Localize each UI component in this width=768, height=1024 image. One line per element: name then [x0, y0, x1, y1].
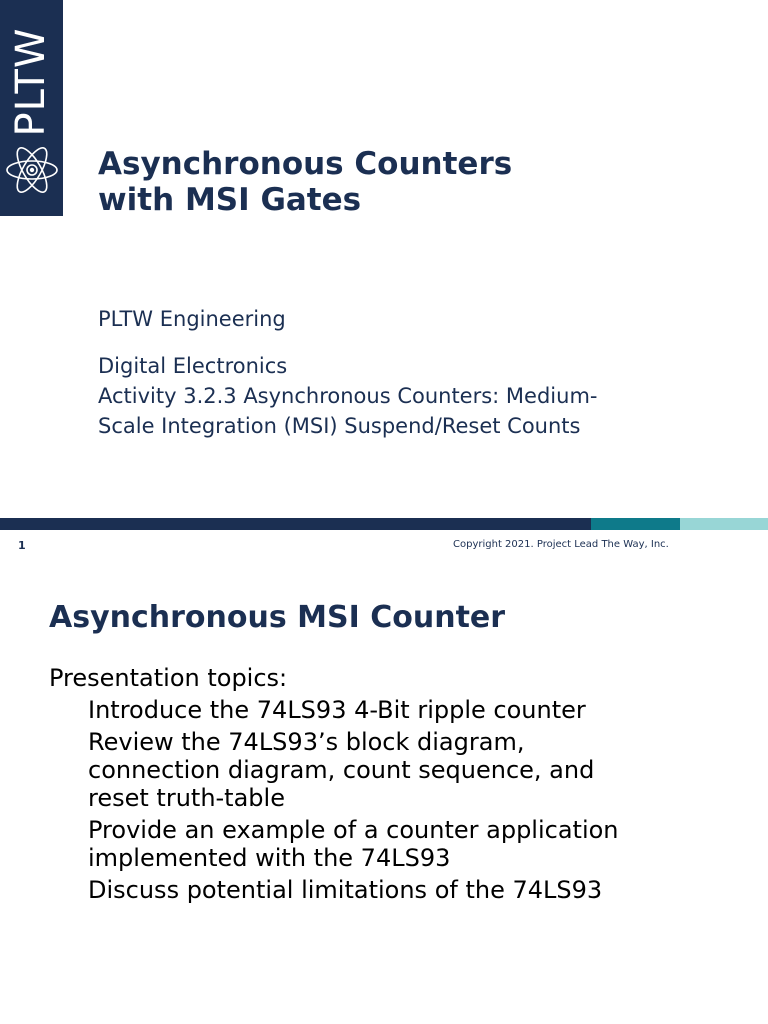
list-item [88, 696, 748, 724]
course-line: Activity 3.2.3 Asynchronous Counters: Medium- [98, 384, 598, 408]
topic-line: Introduce the 74LS93 4-Bit ripple counter [88, 696, 586, 724]
list-item [88, 728, 748, 812]
topics-intro: Presentation topics: [49, 664, 288, 692]
course-line: Digital Electronics [98, 354, 288, 378]
copyright-notice: Copyright 2021. Project Lead The Way, Inc. [453, 539, 669, 550]
topic-line: connection diagram, count sequence, and [88, 756, 595, 784]
content-slide [0, 560, 768, 1024]
page-number: 1 [18, 539, 26, 552]
topic-line: Review the 74LS93’s block diagram, [88, 728, 525, 756]
atom-icon [4, 142, 60, 198]
footer-bar-light-teal [680, 518, 768, 530]
topics-list [88, 696, 748, 908]
topic-line: Discuss potential limitations of the 74LS93 [88, 876, 603, 904]
topic-line: reset truth-table [88, 784, 285, 812]
program-name: PLTW Engineering [98, 307, 286, 331]
course-line: Scale Integration (MSI) Suspend/Reset Counts [98, 414, 581, 438]
course-info [98, 351, 698, 441]
slide-heading: Asynchronous MSI Counter [49, 600, 506, 635]
title-line: with MSI Gates [98, 182, 362, 218]
list-item [88, 876, 748, 904]
footer-bar-navy [0, 518, 591, 530]
title-line: Asynchronous Counters [98, 146, 513, 182]
topic-line: implemented with the 74LS93 [88, 844, 451, 872]
slide-title [98, 146, 738, 218]
logo-wordmark: PLTW [8, 27, 54, 137]
footer-bar-teal [591, 518, 680, 530]
pltw-logo [0, 0, 63, 216]
list-item [88, 816, 748, 872]
topic-line: Provide an example of a counter application [88, 816, 619, 844]
